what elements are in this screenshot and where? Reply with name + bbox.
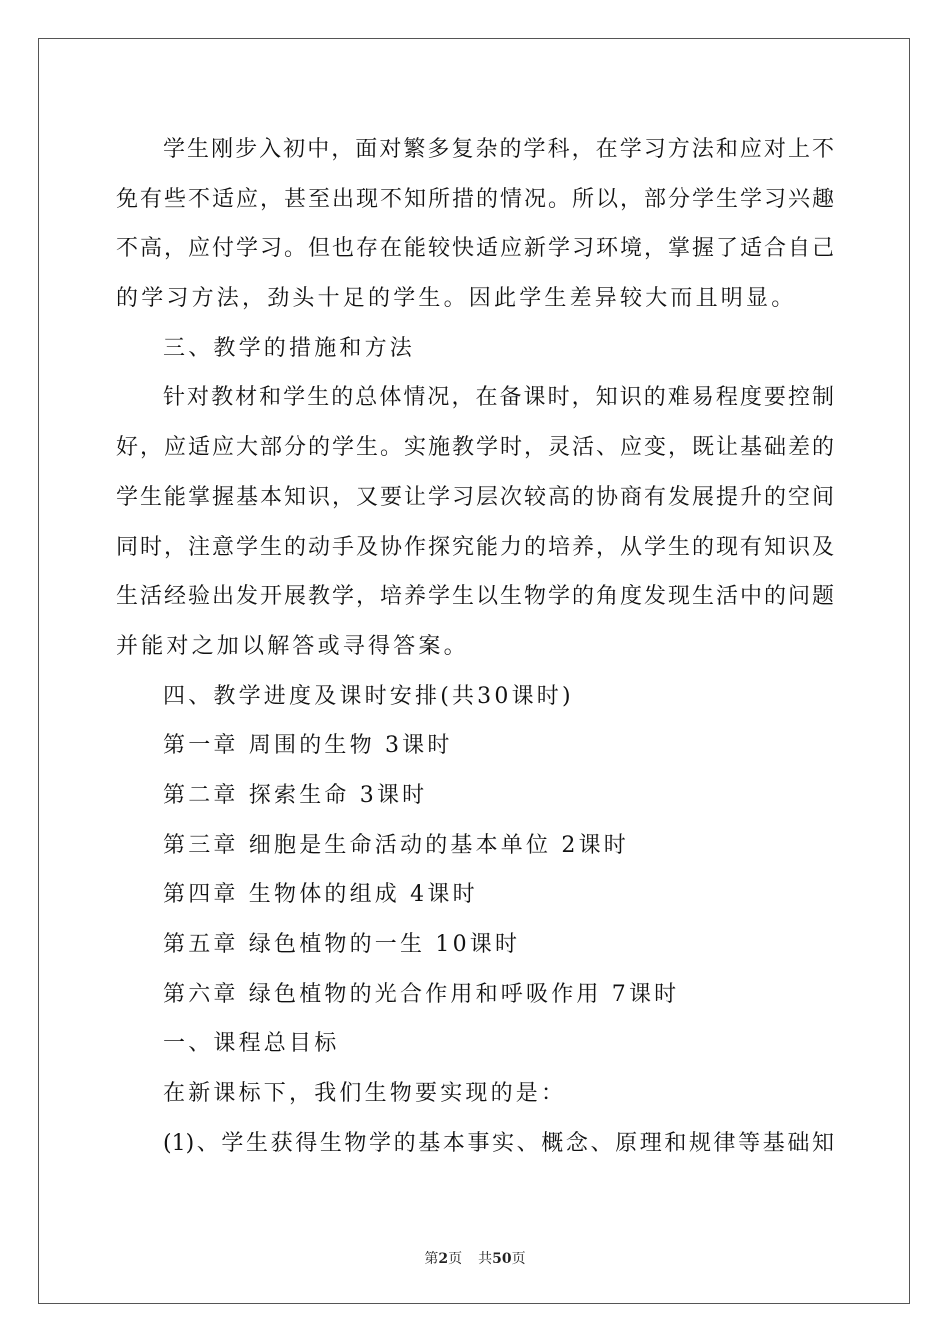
document-body xyxy=(116,125,834,1168)
paragraph-line: 学生能掌握基本知识，又要让学习层次较高的协商有发展提升的空间 xyxy=(116,484,834,510)
section-heading: 一、课程总目标 xyxy=(163,1031,340,1057)
schedule-item: 第一章 周围的生物 3课时 xyxy=(163,733,453,759)
paragraph-line: 并能对之加以解答或寻得答案。 xyxy=(116,633,469,659)
schedule-item: 第二章 探索生命 3课时 xyxy=(163,782,428,808)
page-footer xyxy=(0,1248,950,1268)
paragraph-line: 不高，应付学习。但也存在能较快适应新学习环境，掌握了适合自己 xyxy=(116,236,834,262)
paragraph-line: 好，应适应大部分的学生。实施教学时，灵活、应变，既让基础差的 xyxy=(116,435,834,461)
paragraph-line: 同时，注意学生的动手及协作探究能力的培养，从学生的现有知识及 xyxy=(116,534,834,560)
schedule-item: 第五章 绿色植物的一生 10课时 xyxy=(163,932,521,957)
paragraph-line: 针对教材和学生的总体情况，在备课时，知识的难易程度要控制 xyxy=(163,385,834,411)
schedule-item: 第三章 细胞是生命活动的基本单位 2课时 xyxy=(163,832,629,858)
page-suffix: 页 xyxy=(448,1251,463,1267)
section-heading: 四、教学进度及课时安排(共30课时) xyxy=(163,683,574,709)
paragraph-line: 免有些不适应，甚至出现不知所措的情况。所以，部分学生学习兴趣 xyxy=(116,186,834,212)
page-prefix: 第 xyxy=(424,1251,439,1267)
total-pages: 50 xyxy=(492,1251,512,1267)
total-suffix: 页 xyxy=(511,1251,526,1267)
paragraph-line: 生活经验出发开展教学，培养学生以生物学的角度发现生活中的问题 xyxy=(116,584,834,610)
page-number: 2 xyxy=(438,1251,449,1267)
paragraph-line: 学生刚步入初中，面对繁多复杂的学科，在学习方法和应对上不 xyxy=(163,137,834,162)
section-heading: 三、教学的措施和方法 xyxy=(163,335,416,361)
paragraph-line: (1)、学生获得生物学的基本事实、概念、原理和规律等基础知 xyxy=(163,1130,834,1156)
total-prefix: 共 xyxy=(478,1251,493,1267)
schedule-item: 第四章 生物体的组成 4课时 xyxy=(163,882,478,908)
paragraph-line: 的学习方法，劲头十足的学生。因此学生差异较大而且明显。 xyxy=(116,286,797,312)
schedule-item: 第六章 绿色植物的光合作用和呼吸作用 7课时 xyxy=(163,981,680,1007)
paragraph-line: 在新课标下，我们生物要实现的是： xyxy=(163,1081,567,1107)
